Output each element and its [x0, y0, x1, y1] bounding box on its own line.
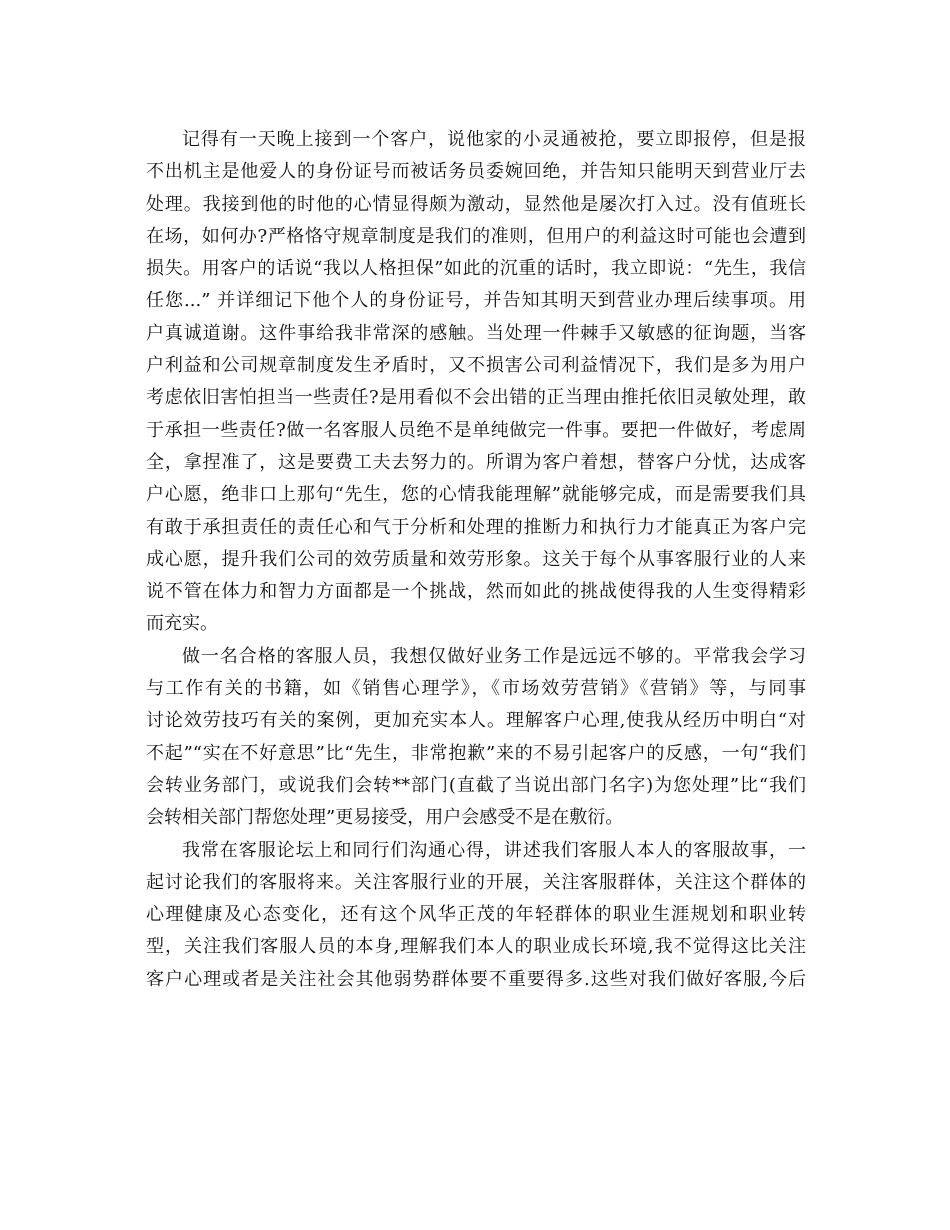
text-line: 全，拿捏准了，这是要费工夫去努力的。所谓为客户着想，替客户分忧，达成客	[146, 451, 806, 473]
text-line: 而充实。	[146, 613, 218, 635]
text-line: 记得有一天晚上接到一个客户，说他家的小灵通被抢，要立即报停，但是报	[182, 129, 806, 150]
text-line: 讨论效劳技巧有关的案例，更加充实本人。理解客户心理,使我从经历中明白“对	[146, 710, 806, 732]
text-line: 与工作有关的书籍，如《销售心理学》，《市场效劳营销》《营销》等，与同事	[146, 678, 806, 700]
text-line: 起讨论我们的客服将来。关注客服行业的开展，关注客服群体，关注这个群体的	[146, 871, 806, 893]
text-line: 任您...” 并详细记下他个人的身份证号，并告知其明天到营业办理后续事项。用	[146, 290, 806, 312]
text-line: 处理。我接到他的时他的心情显得颇为激动，显然他是屡次打入过。没有值班长	[146, 193, 806, 215]
text-line: 于承担一些责任?做一名客服人员绝不是单纯做完一件事。要把一件做好，考虑周	[146, 419, 806, 441]
text-line: 说不管在体力和智力方面都是一个挑战，然而如此的挑战使得我的人生变得精彩	[146, 581, 806, 603]
text-line: 不出机主是他爱人的身份证号而被话务员委婉回绝，并告知只能明天到营业厅去	[146, 161, 806, 183]
text-line: 会转业务部门，或说我们会转**部门(直截了当说出部门名字)为您处理”比“我们	[146, 774, 806, 796]
text-line: 有敢于承担责任的责任心和气于分析和处理的推断力和执行力才能真正为客户完	[146, 516, 806, 538]
text-line: 户真诚道谢。这件事给我非常深的感触。当处理一件棘手又敏感的征询题，当客	[146, 322, 806, 344]
paragraph-3	[146, 835, 806, 996]
text-line: 在场，如何办?严格恪守规章制度是我们的准则，但用户的利益这时可能也会遭到	[146, 225, 806, 247]
text-line: 做一名合格的客服人员，我想仅做好业务工作是远远不够的。平常我会学习	[182, 645, 806, 667]
paragraph-2	[146, 641, 806, 835]
text-line: 我常在客服论坛上和同行们沟通心得，讲述我们客服人本人的客服故事，一	[182, 839, 806, 861]
text-line: 成心愿，提升我们公司的效劳质量和效劳形象。这关于每个从事客服行业的人来	[146, 548, 806, 570]
text-line: 心理健康及心态变化，还有这个风华正茂的年轻群体的职业生涯规划和职业转	[146, 904, 806, 926]
text-line: 型，关注我们客服人员的本身,理解我们本人的职业成长环境,我不觉得这比关注	[146, 936, 806, 958]
paragraph-1	[146, 124, 806, 641]
text-line: 损失。用客户的话说“我以人格担保”如此的沉重的话时，我立即说：“先生，我信	[146, 258, 806, 280]
body-text	[146, 124, 806, 996]
text-line: 考虑依旧害怕担当一些责任?是用看似不会出错的正当理由推托依旧灵敏处理，敢	[146, 387, 806, 409]
text-line: 户心愿，绝非口上那句“先生，您的心情我能理解”就能够完成，而是需要我们具	[146, 484, 806, 506]
text-line: 户利益和公司规章制度发生矛盾时，又不损害公司利益情况下，我们是多为用户	[146, 355, 806, 377]
text-line: 客户心理或者是关注社会其他弱势群体要不重要得多.这些对我们做好客服,今后	[146, 968, 806, 990]
text-line: 会转相关部门帮您处理”更易接受，用户会感受不是在敷衍。	[146, 807, 624, 829]
text-line: 不起”“实在不好意思”比“先生，非常抱歉”来的不易引起客户的反感，一句“我们	[146, 742, 806, 764]
